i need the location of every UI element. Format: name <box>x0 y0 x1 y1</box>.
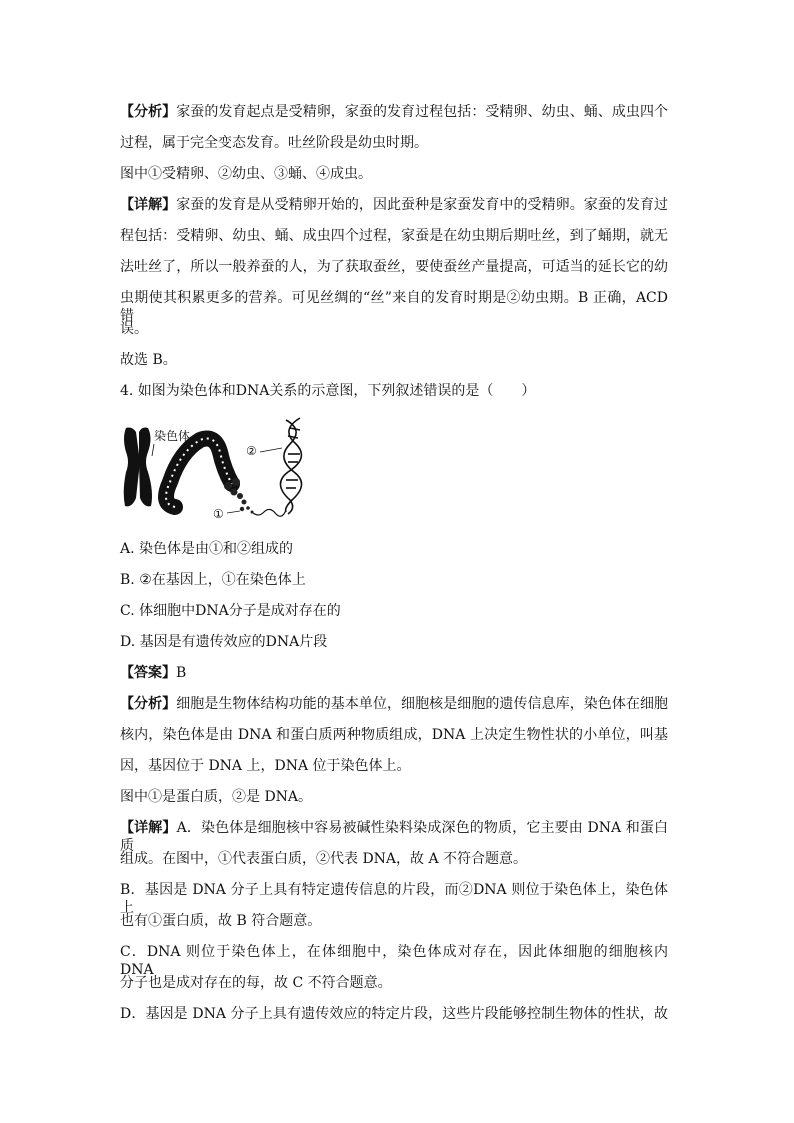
analysis2-line2: 核内，染色体是由 DNA 和蛋白质两种物质组成，DNA 上决定生物性状的小单位，叫基 <box>120 727 668 743</box>
chromosome-dna-svg <box>120 412 310 524</box>
chromosome-dna-diagram <box>120 412 310 524</box>
analysis2-line4: 图中①是蛋白质，②是 DNA。 <box>120 789 313 805</box>
analysis1-line2: 过程，属于完全变态发育。吐丝阶段是幼虫时期。 <box>120 135 428 151</box>
chromatin-fiber <box>166 439 232 508</box>
detail2-line5: C．DNA 则位于染色体上，在体细胞中，染色体成对存在，因此体细胞的细胞核内 DNA <box>120 944 668 978</box>
label-chromosome: 染色体 <box>154 429 191 443</box>
question4-stem: 4. 如图为染色体和DNA关系的示意图，下列叙述错误的是（ ） <box>120 383 536 399</box>
detail1-line5: 误。 <box>120 321 148 337</box>
label-chromosome-leader <box>152 444 154 456</box>
marker-2: ② <box>246 444 257 458</box>
detail2-line7: D．基因是 DNA 分子上具有遗传效应的特定片段，这些片段能够控制生物体的性状，故 <box>120 1006 668 1022</box>
option-d: D. 基因是有遗传效应的DNA片段 <box>120 634 328 650</box>
analysis1-line1: 【分析】家蚕的发育起点是受精卵，家蚕的发育过程包括：受精卵、幼虫、蛹、成虫四个 <box>120 104 669 120</box>
marker-1: ① <box>213 507 224 521</box>
analysis2-line1: 【分析】细胞是生物体结构功能的基本单位，细胞核是细胞的遗传信息库，染色体在细胞 <box>120 696 669 712</box>
detail1-line4: 虫期使其积累更多的营养。可见丝绸的“丝”来自的发育时期是②幼虫期。B 正确，ACD 错 <box>120 290 668 324</box>
analysis1-line3: 图中①受精卵、②幼虫、③蛹、④成虫。 <box>120 166 372 182</box>
detail1-line1: 【详解】家蚕的发育是从受精卵开始的，因此蚕种是家蚕发育中的受精卵。家蚕的发育过 <box>120 197 669 213</box>
marker-2-leader <box>260 448 282 452</box>
answer-line: 【答案】B <box>120 665 187 681</box>
option-c: C. 体细胞中DNA分子是成对存在的 <box>120 603 341 619</box>
detail1-line3: 法吐丝了，所以一般养蚕的人，为了获取蚕丝，要使蚕丝产量提高，可适当的延长它的幼 <box>120 259 668 275</box>
detail2-line4: 也有①蛋白质，故 B 符合题意。 <box>120 913 322 929</box>
detail2-line3: B．基因是 DNA 分子上具有特定遗传信息的片段，而②DNA 则位于染色体上，染色体上 <box>120 882 668 916</box>
detail1-choose: 故选 B。 <box>120 352 177 368</box>
dna-strand <box>252 509 286 516</box>
detail2-line2: 组成。在图中，①代表蛋白质，②代表 DNA，故 A 不符合题意。 <box>120 851 528 867</box>
detail2-line6: 分子也是成对存在的每，故 C 不符合题意。 <box>120 975 392 991</box>
nucleosome-beads <box>224 478 254 514</box>
detail2-line1: 【详解】A．染色体是细胞核中容易被碱性染料染成深色的物质，它主要由 DNA 和蛋白质 <box>120 820 668 854</box>
detail1-line2: 程包括：受精卵、幼虫、蛹、成虫四个过程，家蚕是在幼虫期后期吐丝，到了蛹期，就无 <box>120 228 668 244</box>
option-b: B. ②在基因上，①在染色体上 <box>120 572 306 588</box>
option-a: A. 染色体是由①和②组成的 <box>120 541 294 557</box>
double-helix <box>280 418 301 514</box>
analysis2-line3: 因，基因位于 DNA 上，DNA 位于染色体上。 <box>120 758 411 774</box>
marker-1-leader <box>227 511 240 513</box>
chromosome-x-shape <box>124 428 152 507</box>
